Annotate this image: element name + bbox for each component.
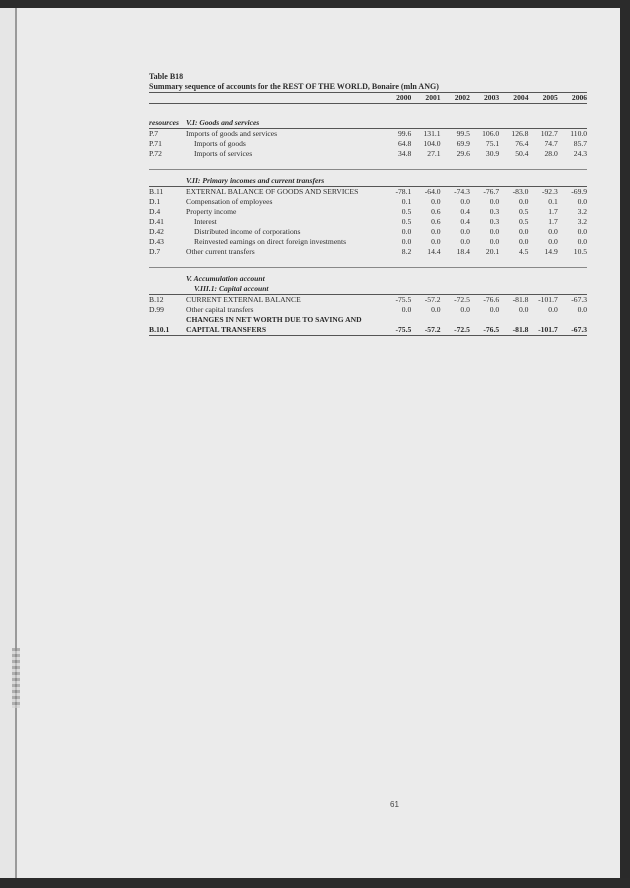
year-header: 2005 — [528, 93, 557, 104]
section-divider — [149, 257, 587, 268]
table-row: B.11 EXTERNAL BALANCE OF GOODS AND SERVICES -78.1 -64.0 -74.3 -76.7 -83.0 -92.3 -69.9 — [149, 187, 588, 196]
table-row: P.71 Imports of goods 64.8 104.0 69.9 75.1 76.4 74.7 85.7 — [149, 139, 588, 148]
year-header: 2002 — [441, 93, 470, 104]
table-row: P.7 Imports of goods and services 99.6 131.1 99.5 106.0 126.8 102.7 110.0 — [149, 129, 588, 138]
table-row: D.43 Reinvested earnings on direct foreign investments 0.0 0.0 0.0 0.0 0.0 0.0 0.0 — [149, 237, 588, 246]
year-header: 2003 — [470, 93, 499, 104]
table-row: D.4 Property income 0.5 0.6 0.4 0.3 0.5 1.7 3.2 — [149, 207, 588, 216]
section-title: V.I: Goods and services — [186, 118, 587, 129]
year-header: 2000 — [382, 93, 411, 104]
table-row: D.99 Other capital transfers 0.0 0.0 0.0 0.0 0.0 0.0 0.0 — [149, 305, 588, 314]
table-row: B.12 CURRENT EXTERNAL BALANCE -75.5 -57.2 -72.5 -76.6 -81.8 -101.7 -67.3 — [149, 295, 588, 304]
table-b18 — [149, 72, 587, 336]
facing-page-edge — [0, 8, 16, 878]
accounts-table — [149, 93, 587, 336]
year-header: 2004 — [499, 93, 528, 104]
table-title: Summary sequence of accounts for the REST OF THE WORLD, Bonaire (mln ANG) — [149, 82, 439, 91]
resources-label: resources — [149, 118, 186, 129]
scan-bottom-border — [0, 878, 630, 888]
binding-gutter-line — [15, 8, 17, 878]
binding-damage-mark — [12, 648, 20, 708]
year-header: 2006 — [558, 93, 587, 104]
table-label: Table B18 — [149, 72, 184, 81]
section-heading-accumulation — [149, 274, 587, 284]
year-header: 2001 — [411, 93, 440, 104]
subsection-heading-capital — [149, 284, 587, 295]
total-row-label-line1: CHANGES IN NET WORTH DUE TO SAVING AND — [186, 315, 362, 324]
table-row: D.41 Interest 0.5 0.6 0.4 0.3 0.5 1.7 3.2 — [149, 217, 588, 226]
table-row: D.7 Other current transfers 8.2 14.4 18.4 20.1 4.5 14.9 10.5 — [149, 247, 588, 256]
section-heading-primary — [149, 176, 587, 187]
table-row: D.42 Distributed income of corporations 0.0 0.0 0.0 0.0 0.0 0.0 0.0 — [149, 227, 588, 236]
section-title: V. Accumulation account — [186, 274, 265, 283]
subsection-title: V.III.1: Capital account — [186, 284, 587, 295]
section-divider — [149, 159, 587, 170]
year-header-row — [149, 93, 587, 104]
section-heading-goods — [149, 118, 587, 129]
table-row: P.72 Imports of services 34.8 27.1 29.6 30.9 50.4 28.0 24.3 — [149, 149, 588, 158]
page-number: 61 — [390, 800, 399, 809]
table-row: D.1 Compensation of employees 0.1 0.0 0.0 0.0 0.0 0.1 0.0 — [149, 197, 588, 206]
document-page — [0, 8, 620, 878]
section-title: V.II: Primary incomes and current transfers — [186, 176, 587, 187]
total-row: B.10.1 CAPITAL TRANSFERS -75.5 -57.2 -72.5 -76.5 -81.8 -101.7 -67.3 — [149, 325, 588, 334]
